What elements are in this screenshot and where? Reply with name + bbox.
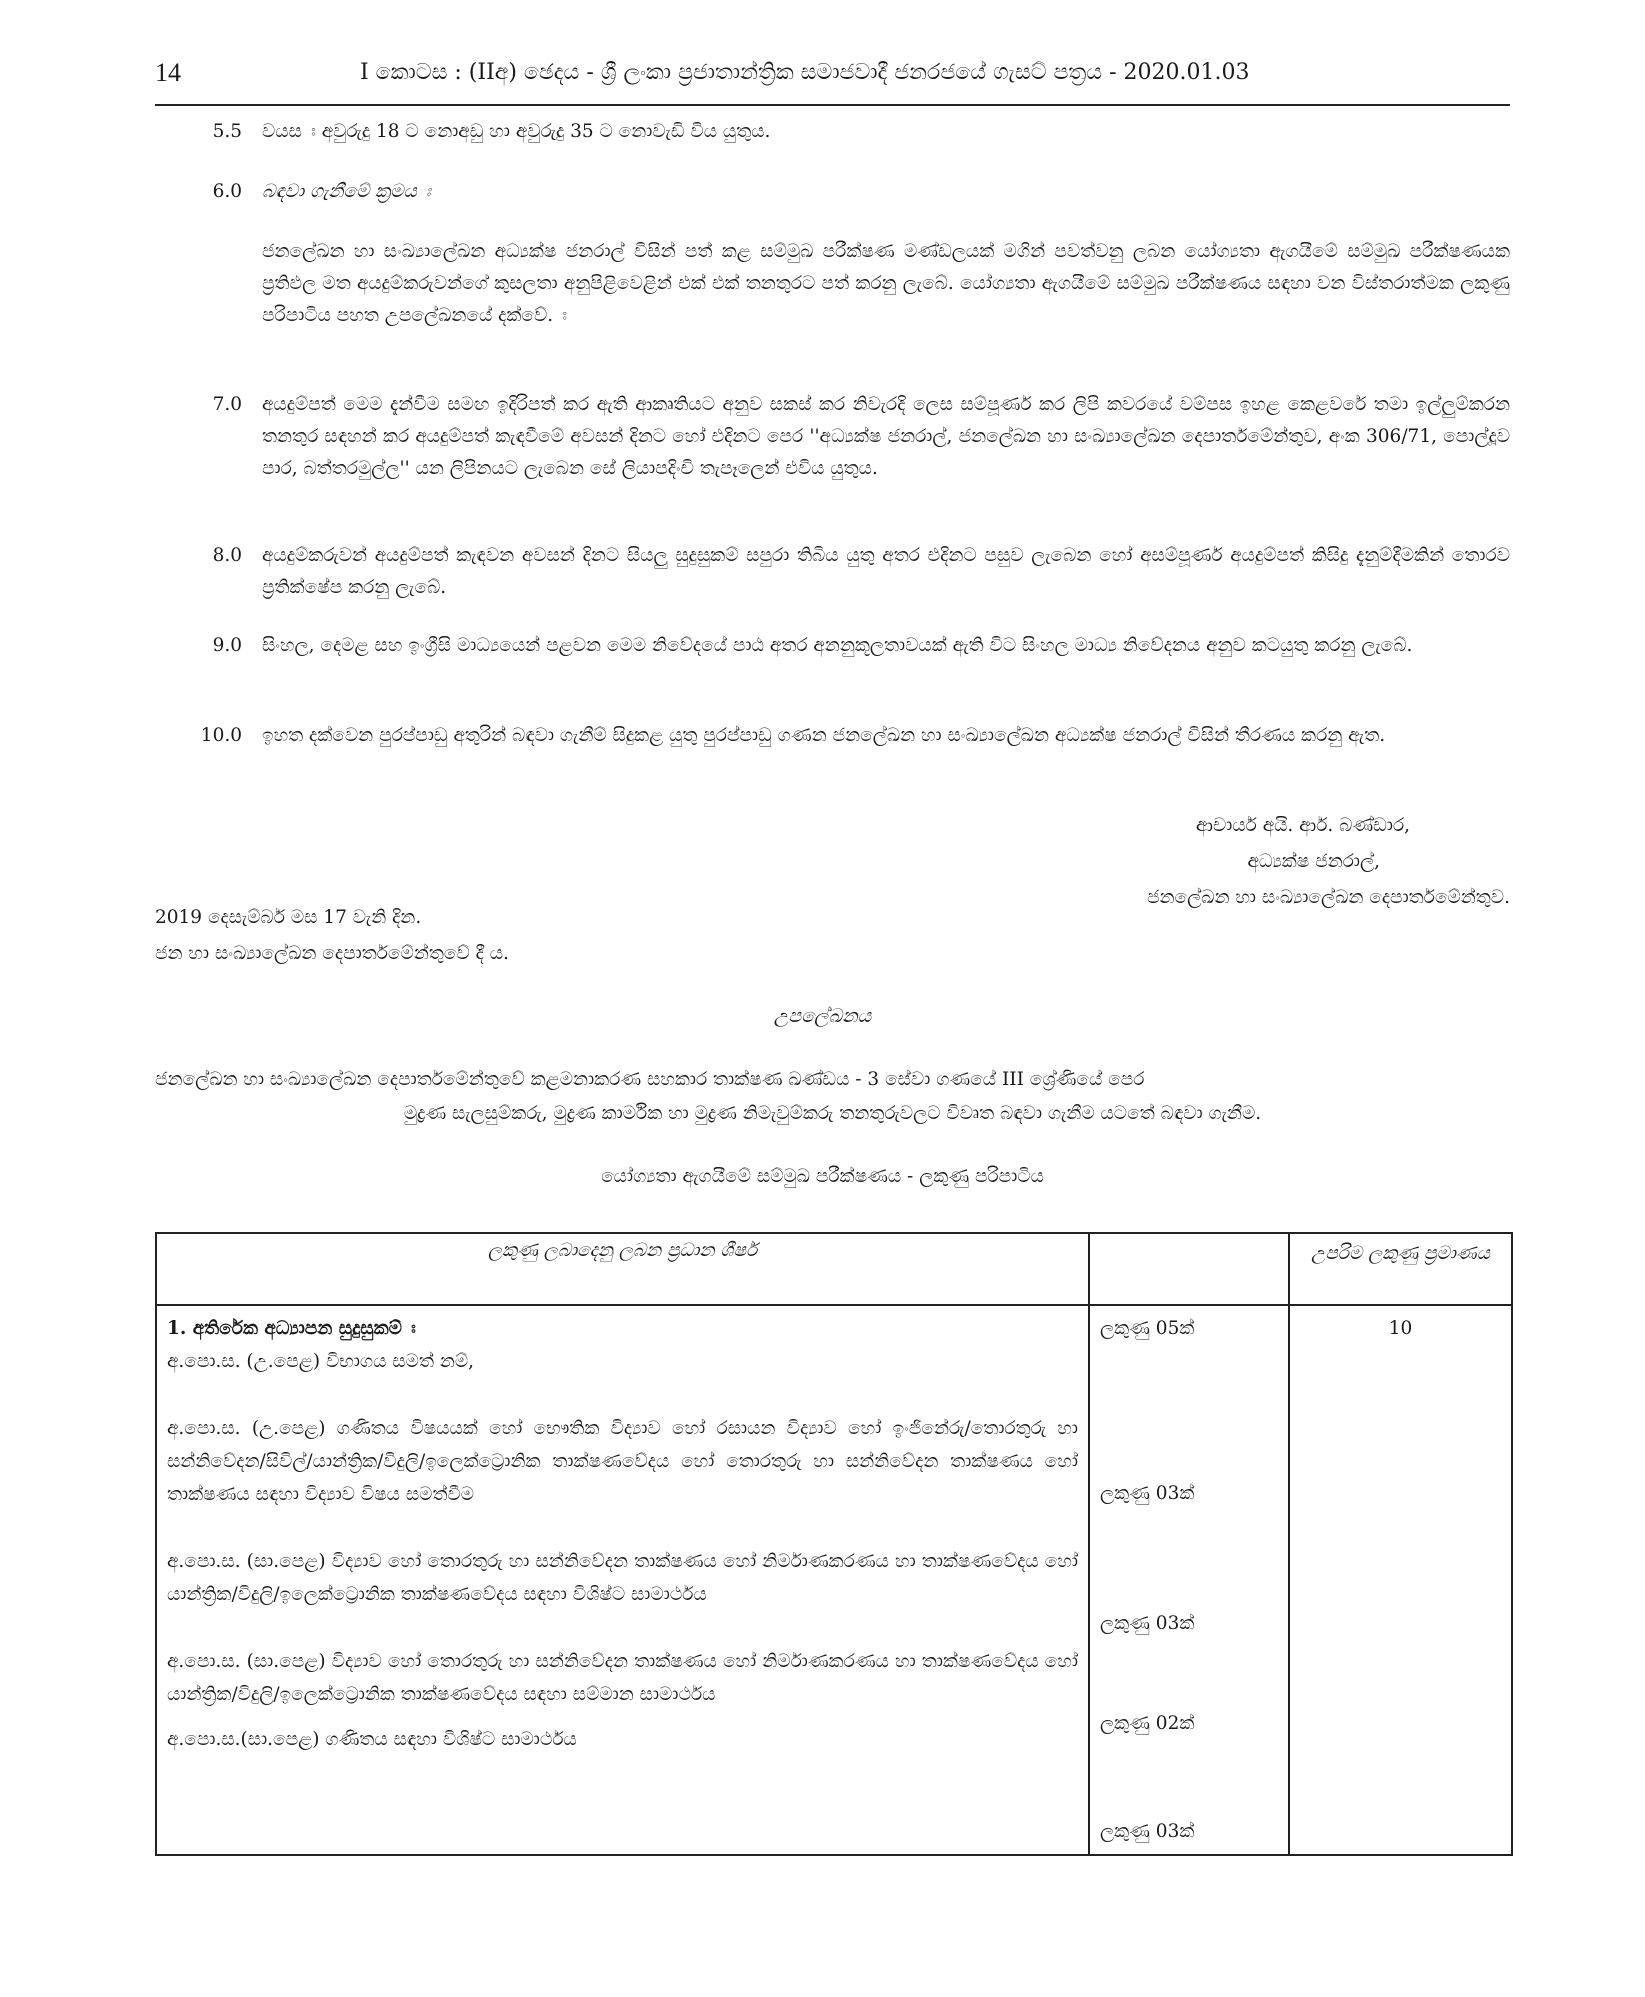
section-5-5 [200, 116, 1510, 150]
section-number: 8.0 [212, 545, 242, 566]
section-text: අයදුම්කරුවන් අයදුම්පත් කැඳවන අවසන් දිනට සියලු සුදුසුකම් සපුරා තිබිය යුතු අතර එදිනට පසුව ලැබෙන හෝ අසම්පූර්ණ අයදුම්පත් කිසිදු දැනුම්දීමකින් තොරව ප්‍රතික්ෂේප කරනු ලැබේ. [262, 545, 1510, 598]
annex-title: උපලේඛනය [773, 1005, 872, 1027]
criterion-5: අ.පො.ස.(සා.පෙළ) ගණිතය සඳහා විශිෂ්ට සාමාර්ථය [167, 1729, 577, 1750]
criterion-4: අ.පො.ස. (සා.පෙළ) විද්‍යාව හෝ තොරතුරු හා සන්නිවේදන තාක්ෂණය හෝ නිර්මාණකරණය හා තාක්ෂණවේදය හෝ යාන්ත්‍රික/විදුලි/ඉලෙක්ට්‍රොනික තාක්ෂණවේදය සඳහා සම්මාන සාමාර්ථය [167, 1651, 1078, 1705]
marking-scheme-title: යෝග්‍යතා ඇගයීමේ සම්මුඛ පරීක්ෂණය - ලකුණු පරිපාටිය [601, 1166, 1044, 1187]
marks-cell [1089, 1305, 1289, 1855]
signature-block [1147, 808, 1510, 916]
criteria-cell [156, 1305, 1089, 1855]
section-number: 5.5 [212, 121, 242, 142]
marks-4: ලකුණු 02ක් [1100, 1713, 1195, 1734]
column-header-marks [1089, 1233, 1289, 1305]
annex-description [155, 1063, 1510, 1131]
criterion-2: අ.පො.ස. (උ.පෙළ) ගණිතය විෂයයක් හෝ භෞතික විද්‍යාව හෝ රසායන විද්‍යාව හෝ ඉංජිනේරු/තොරතුරු හා සන්නිවේදන/සිවිල්/යාන්ත්‍රික/විදුලි/ඉලෙක්ට්‍රොනික තාක්ෂණවේදය හෝ තොරතුරු හා සන්නිවේදන තාක්ෂණය හෝ තාක්ෂණය සඳහා විද්‍යාව විෂය සමත්වීම [167, 1418, 1078, 1505]
signatory-title: අධ්‍යක්ෂ ජනරාල්, [1247, 851, 1380, 872]
gazette-title: I කොටස : (IIඅ) ඡෙදය - ශ්‍රී ලංකා ප්‍රජාතාන්ත්‍රික සමාජවාදී ජනරජයේ ගැසට් පත්‍රය - 2020.01.03 [360, 60, 1250, 85]
section-7-0 [200, 389, 1510, 519]
marks-1: ලකුණු 05ක් [1100, 1318, 1195, 1339]
section-8-0 [200, 540, 1510, 606]
section-6-0 [200, 176, 1510, 210]
signatory-name: ආචාර්ය අයි. ආර්. බණ්ඩාර, [1195, 815, 1410, 836]
table-row [156, 1305, 1512, 1855]
section-10-0 [200, 720, 1510, 786]
table-header-row [156, 1233, 1512, 1305]
column-header-max-marks: උපරිම ලකුණු ප්‍රමාණය [1289, 1233, 1512, 1305]
max-marks-value: 10 [1388, 1318, 1413, 1339]
criterion-1: අ.පො.ස. (උ.පෙළ) විභාගය සමත් නම්, [167, 1351, 475, 1372]
marking-scheme-table [155, 1232, 1513, 1856]
max-marks-cell [1289, 1305, 1512, 1855]
section-number: 6.0 [212, 181, 242, 202]
section-text: වයස ඃ අවුරුදු 18 ට නොඅඩු හා අවුරුදු 35 ට නොවැඩි විය යුතුය. [262, 121, 771, 142]
annex-description-line-1: ජනලේඛන හා සංඛ්‍යාලේඛන දෙපාර්තමේන්තුවේ කළමනාකරණ සහකාර තාක්ෂණ ඛණ්ඩය - 3 සේවා ගණයේ III ශ්‍රේණියේ පෙර [155, 1069, 1145, 1090]
marks-5: ලකුණු 03ක් [1100, 1821, 1195, 1842]
section-number: 9.0 [212, 635, 242, 656]
section-number: 10.0 [200, 725, 242, 746]
place-line: ජන හා සංඛ්‍යාලේඛන දෙපාර්තමේන්තුවේ දී ය. [155, 943, 509, 964]
section-text: සිංහල, දෙමළ සහ ඉංග්‍රීසි මාධ්‍යයෙන් පළවන මෙම නිවේදයේ පාඨ අතර අනනුකූලතාවයක් ඇති විට සිංහල මාධ්‍ය නිවේදනය අනුව කටයුතු කරනු ලැබේ. [262, 635, 1413, 656]
header-divider [155, 104, 1510, 106]
section-number: 7.0 [212, 394, 242, 415]
criterion-3: අ.පො.ස. (සා.පෙළ) විද්‍යාව හෝ තොරතුරු හා සන්නිවේදන තාක්ෂණය හෝ නිර්මාණකරණය හා තාක්ෂණවේදය හෝ යාන්ත්‍රික/විදුලි/ඉලෙක්ට්‍රොනික තාක්ෂණවේදය සඳහා විශිෂ්ට සාමාර්ථය [167, 1551, 1078, 1605]
page-number: 14 [155, 58, 181, 87]
section-9-0 [200, 630, 1510, 696]
section-text: ජනලේඛන හා සංඛ්‍යාලේඛන අධ්‍යක්ෂ ජනරාල් විසින් පත් කළ සම්මුඛ පරීක්ෂණ මණ්ඩලයක් මගින් පවත්වනු ලබන යෝග්‍යතා ඇගයීමේ සම්මුඛ පරීක්ෂණයක ප්‍රතිඵල මත අයදුම්කරුවන්ගේ කුසලතා අනුපිළිවෙළින් එක් එක් තනතුරට පත් කරනු ලැබේ. යෝග්‍යතා ඇගයීමේ සම්මුඛ පරීක්ෂණය සඳහා වන විස්තරාත්මක ලකුණු පරිපාටිය පහත උපලේඛනයේ දක්වේ. ඃ [262, 241, 1510, 326]
marks-2: ලකුණු 03ක් [1100, 1483, 1195, 1504]
section-text: ඉහත දක්වෙන පුරප්පාඩු අතුරින් බඳවා ගැනීම් සිදුකළ යුතු පුරප්පාඩු ගණන ජනලේඛන හා සංඛ්‍යාලේඛන අධ්‍යක්ෂ ජනරාල් විසින් තීරණය කරනු ඇත. [262, 725, 1386, 746]
annex-description-line-2: මුද්‍රණ සැලසුම්කරු, මුද්‍රණ කාර්මික හා මුද්‍රණ නිමැවුම්කරු තනතුරුවලට විවෘත බඳවා ගැනීම යටතේ බඳවා ගැනීම. [403, 1103, 1262, 1124]
date-line: 2019 දෙසැම්බර් මස 17 වැනි දින. [155, 907, 422, 928]
section-heading: බඳවා ගැනීමේ ක්‍රමය ඃ [262, 181, 431, 202]
date-place-block [155, 900, 509, 972]
section-6-0-body [200, 236, 1510, 366]
page-header [155, 56, 1510, 100]
column-header-criteria: ලකුණු ලබාදෙනු ලබන ප්‍රධාන ශීර්ෂ [156, 1233, 1089, 1305]
criterion-heading: 1. අතිරේක අධ්‍යාපන සුදුසුකම් ඃ [167, 1318, 416, 1339]
marks-3: ලකුණු 03ක් [1100, 1613, 1195, 1634]
signatory-department: ජනලේඛන හා සංඛ්‍යාලේඛන දෙපාර්තමේන්තුව. [1146, 887, 1510, 908]
section-text: අයදුම්පත් මෙම දැන්වීම සමඟ ඉදිරිපත් කර ඇති ආකෘතියට අනුව සකස් කර නිවැරදි ලෙස සම්පූර්ණ කර ලිපි කවරයේ වම්පස ඉහළ කෙළවරේ තමා ඉල්ලුම්කරන තනතුර සඳහන් කර අයදුම්පත් කැඳවීමේ අවසන් දිනට හෝ එදිනට පෙර ''අධ්‍යක්ෂ ජනරාල්, ජනලේඛන හා සංඛ්‍යාලේඛන දෙපාර්තමේන්තුව, අංක 306/71, පොල්දූව පාර, බත්තරමුල්ල'' යන ලිපිනයට ලැබෙන සේ ලියාපදිංචි තැපෑලෙන් එවිය යුතුය. [262, 394, 1510, 479]
